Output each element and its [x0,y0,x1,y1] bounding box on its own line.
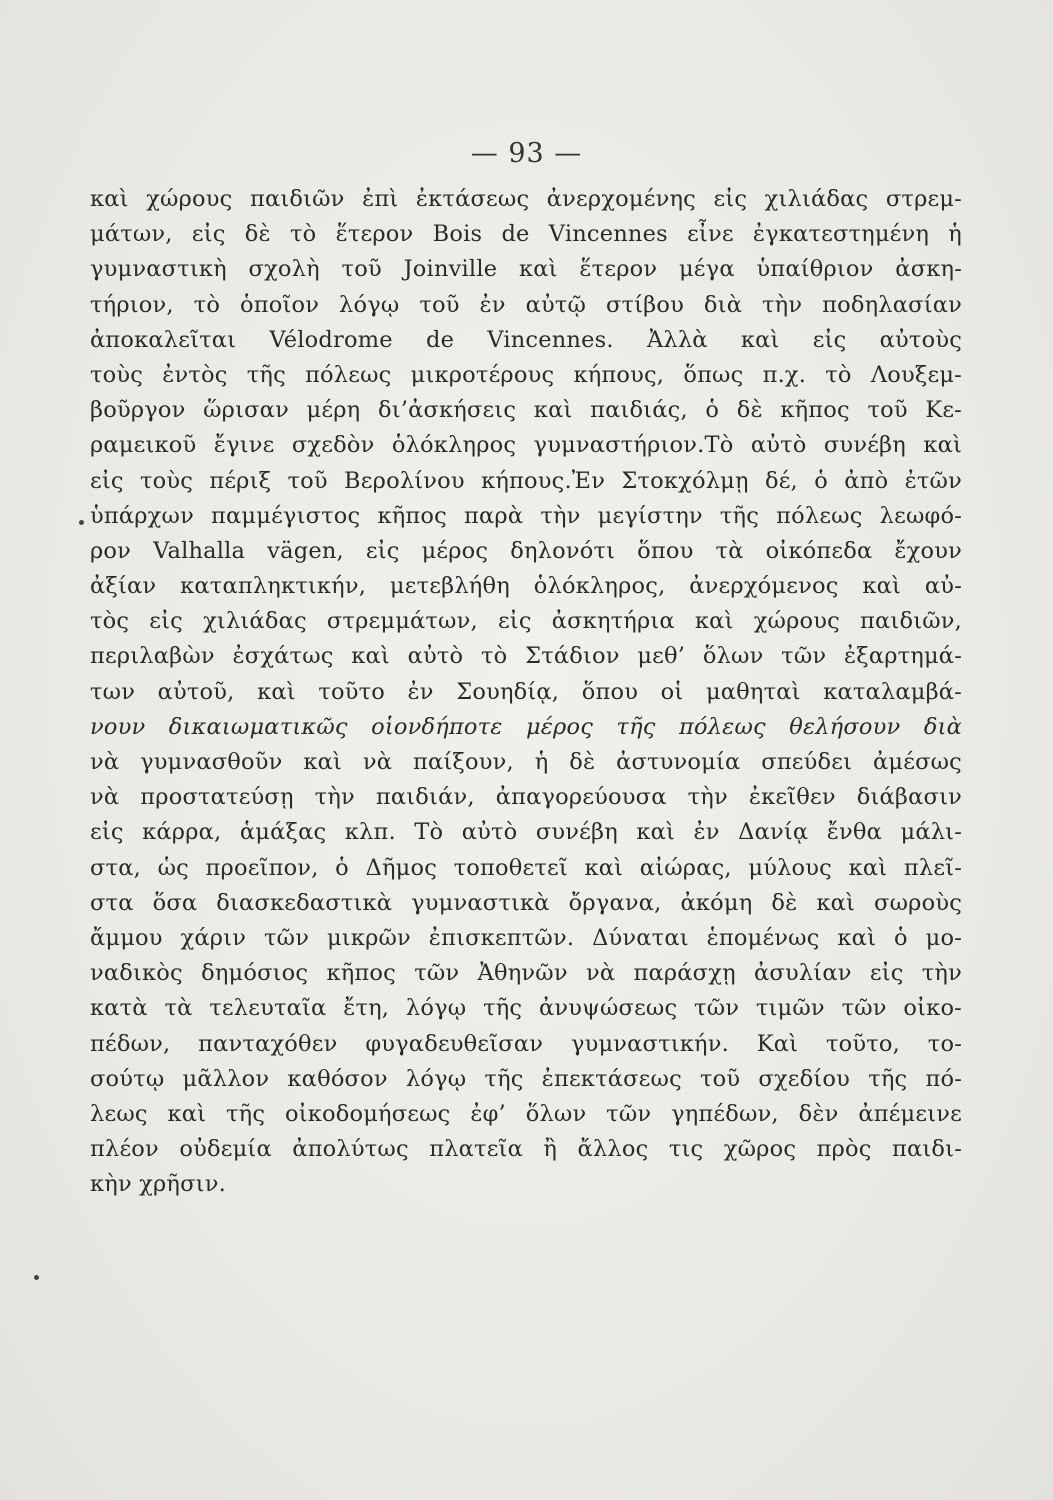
text-line: πλέον οὐδεμία ἀπολύτως πλατεῖα ἢ ἄλλος τις χῶρος πρὸς παιδι- [90,1136,962,1163]
text-line: γυμναστικὴ σχολὴ τοῦ Joinville καὶ ἕτερον μέγα ὑπαίθριον ἀσκη- [90,256,962,283]
text-line: κατὰ τὰ τελευταῖα ἔτη, λόγῳ τῆς ἀνυψώσεως τῶν τιμῶν τῶν οἰκο- [90,995,962,1022]
text-line: ἄμμου χάριν τῶν μικρῶν ἐπισκεπτῶν. Δύναται ἑπομένως καὶ ὁ μο- [90,924,962,951]
text-line: σούτῳ μᾶλλον καθόσον λόγῳ τῆς ἐπεκτάσεως τοῦ σχεδίου τῆς πό- [90,1065,962,1092]
text-line: καὶ χώρους παιδιῶν ἐπὶ ἐκτάσεως ἀνερχομένης εἰς χιλιάδας στρεμ- [90,186,962,212]
text-line: λεως καὶ τῆς οἰκοδομήσεως ἐφ’ ὅλων τῶν γηπέδων, δὲν ἀπέμεινε [90,1100,962,1127]
margin-speck [34,1275,39,1280]
text-line: πέδων, πανταχόθεν φυγαδευθεῖσαν γυμναστικήν. Καὶ τοῦτο, το- [90,1030,962,1057]
text-line: στα ὅσα διασκεδαστικὰ γυμναστικὰ ὄργανα, ἀκόμη δὲ καὶ σωροὺς [90,889,962,916]
text-line: τήριον, τὸ ὁποῖον λόγῳ τοῦ ἐν αὐτῷ στίβου διὰ τὴν ποδηλασίαν [90,291,962,318]
text-line: ἀξίαν καταπληκτικήν, μετεβλήθη ὁλόκληρος, ἀνερχόμενος καὶ αὐ- [90,573,962,600]
text-line: νουν δικαιωματικῶς οἱονδήποτε μέρος τῆς πόλεως θελήσουν διὰ [90,713,962,740]
text-line: ὑπάρχων παμμέγιστος κῆπος παρὰ τὴν μεγίστην τῆς πόλεως λεωφό- [90,502,962,529]
margin-speck [79,520,84,525]
text-line: των αὐτοῦ, καὶ τοῦτο ἐν Σουηδίᾳ, ὅπου οἱ μαθηταὶ καταλαμβά- [90,678,962,705]
text-line: περιλαβὼν ἐσχάτως καὶ αὐτὸ τὸ Στάδιον μεθ’ ὅλων τῶν ἐξαρτημά- [90,643,962,670]
text-line: τὸς εἰς χιλιάδας στρεμμάτων, εἰς ἀσκητήρια καὶ χώρους παιδιῶν, [90,608,962,635]
text-line: μάτων, εἰς δὲ τὸ ἕτερον Bois de Vincennes εἶνε ἐγκατεστημένη ἡ [90,221,962,248]
page-number: — 93 — [470,138,583,169]
text-line: κὴν χρῆσιν. [90,1171,226,1198]
text-line: νὰ προστατεύσῃ τὴν παιδιάν, ἀπαγορεύουσα τὴν ἐκεῖθεν διάβασιν [90,784,962,811]
text-line: νὰ γυμνασθοῦν καὶ νὰ παίξουν, ἡ δὲ ἀστυνομία σπεύδει ἀμέσως [90,749,962,775]
text-line: εἰς κάρρα, ἁμάξας κλπ. Τὸ αὐτὸ συνέβη καὶ ἐν Δανίᾳ ἔνθα μάλι- [90,819,962,846]
text-line: ἀποκαλεῖται Vélodrome de Vincennes. Ἀλλὰ καὶ εἰς αὐτοὺς [90,326,962,353]
text-line: ραμεικοῦ ἔγινε σχεδὸν ὁλόκληρος γυμναστήριον.Τὸ αὐτὸ συνέβη καὶ [90,432,962,459]
text-line: ναδικὸς δημόσιος κῆπος τῶν Ἀθηνῶν νὰ παράσχῃ ἀσυλίαν εἰς τὴν [90,960,962,987]
text-line: βοῦργον ὥρισαν μέρη δι’ἀσκήσεις καὶ παιδιάς, ὁ δὲ κῆπος τοῦ Κε- [90,397,962,424]
body-text [90,182,962,1202]
text-line: στα, ὡς προεῖπον, ὁ Δῆμος τοποθετεῖ καὶ αἰώρας, μύλους καὶ πλεῖ- [90,854,962,881]
text-line: τοὺς ἐντὸς τῆς πόλεως μικροτέρους κήπους, ὅπως π.χ. τὸ Λουξεμ- [90,361,962,388]
text-line: εἰς τοὺς πέριξ τοῦ Βερολίνου κήπους.Ἐν Στοκχόλμῃ δέ, ὁ ἀπὸ ἐτῶν [90,467,962,494]
text-line: ρον Valhalla vägen, εἰς μέρος δηλονότι ὅπου τὰ οἰκόπεδα ἔχουν [90,537,962,564]
